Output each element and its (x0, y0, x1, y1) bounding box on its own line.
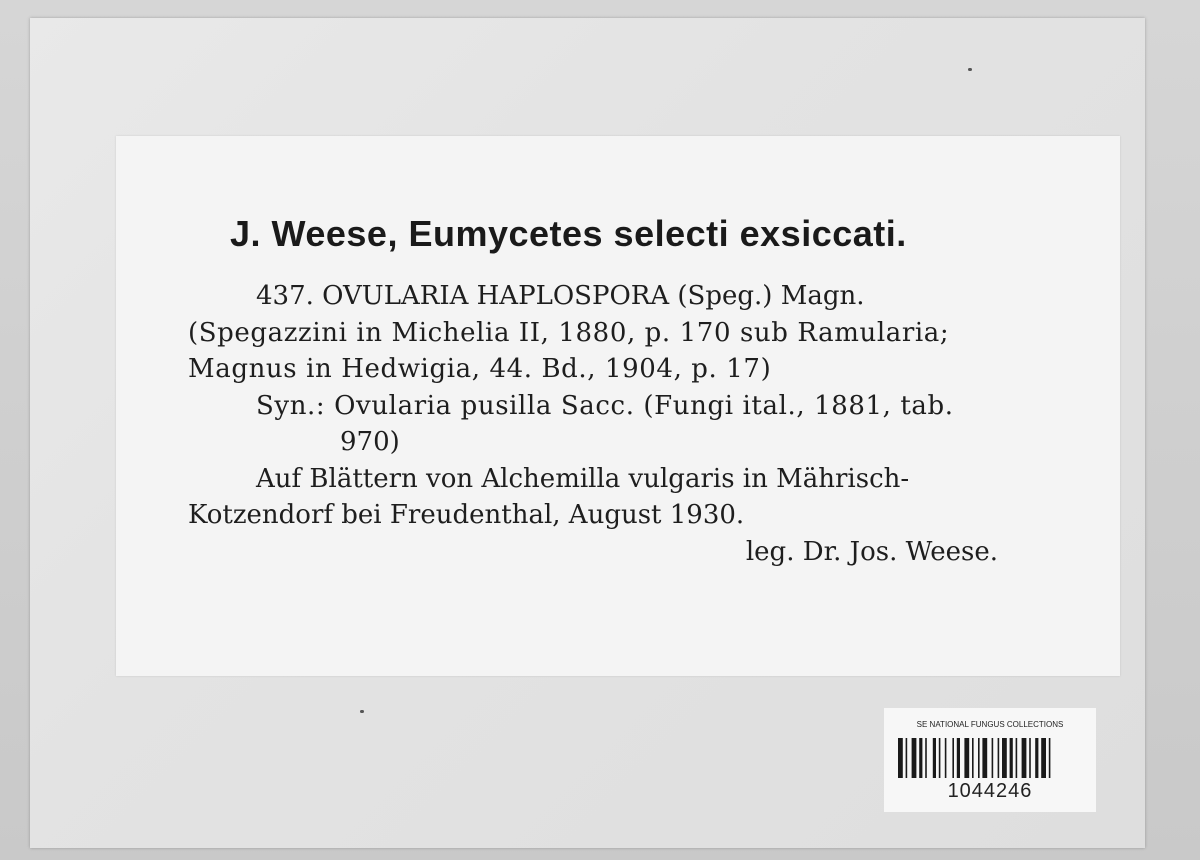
barcode-bar (1016, 738, 1018, 778)
barcode-bar (1022, 738, 1027, 778)
barcode-bar (952, 738, 954, 778)
label-body (188, 278, 998, 570)
barcode-bar (1029, 738, 1031, 778)
barcode-bar (992, 738, 994, 778)
synonym-line: 970) (340, 427, 400, 457)
paper-speck (360, 710, 364, 713)
collector-line: leg. Dr. Jos. Weese. (745, 536, 998, 567)
barcode-bar (933, 738, 936, 778)
barcode-bar (1035, 738, 1038, 778)
barcode-label (884, 708, 1096, 812)
locality-line: Kotzendorf bei Freudenthal, August 1930. (188, 500, 745, 530)
barcode-bar (939, 738, 941, 778)
barcode-bar (945, 738, 947, 778)
paper-speck (968, 68, 972, 71)
synonym-line: Syn.: Ovularia pusilla Sacc. (Fungi ital., 1881, tab. (256, 390, 954, 421)
barcode-bar (925, 738, 927, 778)
barcode-bar (957, 738, 960, 778)
barcode-bar (906, 738, 908, 778)
barcode-bar (898, 738, 903, 778)
barcode-bar (912, 738, 917, 778)
citation-line: (Spegazzini in Michelia II, 1880, p. 170 sub Ramularia; (188, 317, 950, 348)
barcode-bar (1049, 738, 1051, 778)
barcode-bar (1010, 738, 1013, 778)
barcode-bar (1002, 738, 1007, 778)
barcode-bar (964, 738, 969, 778)
barcode-caption: SE NATIONAL FUNGUS COLLECTIONS (916, 720, 1064, 729)
barcode-bar (972, 738, 974, 778)
barcode-bar (982, 738, 987, 778)
barcode-bar (1041, 738, 1046, 778)
citation-line: Magnus in Hedwigia, 44. Bd., 1904, p. 17) (188, 354, 772, 384)
barcode-bar (978, 738, 980, 778)
barcode-image (898, 738, 1082, 778)
label-title: J. Weese, Eumycetes selecti exsiccati. (230, 213, 907, 254)
locality-line: Auf Blättern von Alchemilla vulgaris in Mährisch- (256, 463, 910, 494)
barcode-bar (919, 738, 922, 778)
barcode-number: 1044246 (947, 780, 1033, 802)
specimen-name-line: 437. OVULARIA HAPLOSPORA (Speg.) Magn. (256, 281, 865, 311)
barcode-bar (998, 738, 1000, 778)
